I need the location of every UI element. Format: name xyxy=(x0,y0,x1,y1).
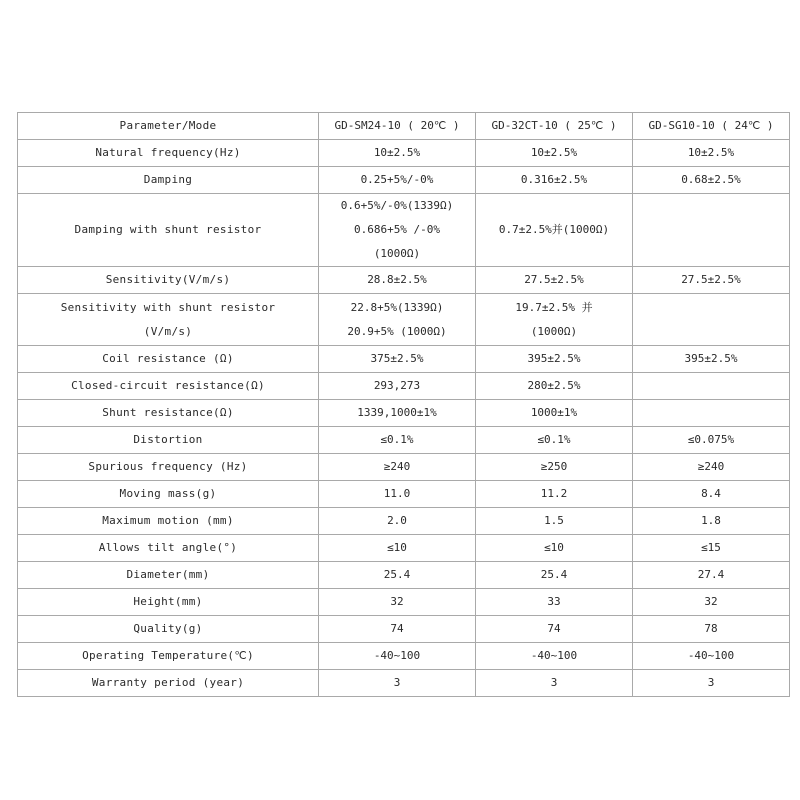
value-cell-model-3: 3 xyxy=(633,670,790,697)
parameter-label: Coil resistance (Ω) xyxy=(18,346,319,373)
value-cell-model-3: 0.68±2.5% xyxy=(633,167,790,194)
spec-table xyxy=(17,112,790,697)
value-cell-model-2: 10±2.5% xyxy=(476,140,633,167)
parameter-label: Shunt resistance(Ω) xyxy=(18,400,319,427)
value-cell-model-2: 1000±1% xyxy=(476,400,633,427)
parameter-label: Height(mm) xyxy=(18,589,319,616)
table-row xyxy=(18,589,790,616)
table-row xyxy=(18,481,790,508)
value-line: 22.8+5%(1339Ω) xyxy=(350,300,444,314)
value-cell-model-3: 395±2.5% xyxy=(633,346,790,373)
value-cell-model-3: ≤15 xyxy=(633,535,790,562)
parameter-label: Damping with shunt resistor xyxy=(18,194,319,267)
table-row xyxy=(18,670,790,697)
value-cell-model-2: 74 xyxy=(476,616,633,643)
value-cell-model-1: 1339,1000±1% xyxy=(319,400,476,427)
value-cell-model-3: 8.4 xyxy=(633,481,790,508)
header-gd-sm24-10: GD-SM24-10 ( 20℃ ) xyxy=(319,113,476,140)
value-cell-model-1: ≤10 xyxy=(319,535,476,562)
value-cell-model-2: 33 xyxy=(476,589,633,616)
value-cell-model-3: 78 xyxy=(633,616,790,643)
parameter-label: Distortion xyxy=(18,427,319,454)
table-row xyxy=(18,194,790,267)
value-cell-model-3: 10±2.5% xyxy=(633,140,790,167)
value-cell-model-1: 2.0 xyxy=(319,508,476,535)
value-cell-model-3 xyxy=(633,373,790,400)
value-line: 19.7±2.5% 并 xyxy=(515,300,593,314)
parameter-label-line: (V/m/s) xyxy=(143,324,193,338)
parameter-label: Closed-circuit resistance(Ω) xyxy=(18,373,319,400)
table-row xyxy=(18,267,790,294)
value-cell-model-1: 0.25+5%/-0% xyxy=(319,167,476,194)
value-cell-model-2: 0.316±2.5% xyxy=(476,167,633,194)
value-cell-model-1: -40~100 xyxy=(319,643,476,670)
header-gd-sg10-10: GD-SG10-10 ( 24℃ ) xyxy=(633,113,790,140)
value-line: (1000Ω) xyxy=(530,324,578,338)
value-cell-model-1: 28.8±2.5% xyxy=(319,267,476,294)
value-cell-model-3: -40~100 xyxy=(633,643,790,670)
value-cell-model-2: -40~100 xyxy=(476,643,633,670)
value-cell-model-2: 3 xyxy=(476,670,633,697)
value-cell-model-1: 293,273 xyxy=(319,373,476,400)
parameter-label: Spurious frequency (Hz) xyxy=(18,454,319,481)
value-cell-model-2: 11.2 xyxy=(476,481,633,508)
value-cell-model-2: 1.5 xyxy=(476,508,633,535)
parameter-label: Sensitivity(V/m/s) xyxy=(18,267,319,294)
parameter-label: Moving mass(g) xyxy=(18,481,319,508)
value-cell-model-1: 10±2.5% xyxy=(319,140,476,167)
value-cell-model-2: ≥250 xyxy=(476,454,633,481)
table-row xyxy=(18,373,790,400)
table-row xyxy=(18,294,790,346)
header-gd-32ct-10: GD-32CT-10 ( 25℃ ) xyxy=(476,113,633,140)
value-cell-model-1: 32 xyxy=(319,589,476,616)
parameter-label: Warranty period (year) xyxy=(18,670,319,697)
value-cell-model-2: ≤10 xyxy=(476,535,633,562)
value-cell-model-3: 27.5±2.5% xyxy=(633,267,790,294)
table-row xyxy=(18,562,790,589)
value-cell-model-1: 375±2.5% xyxy=(319,346,476,373)
value-cell-model-3 xyxy=(633,400,790,427)
table-row xyxy=(18,454,790,481)
value-cell-model-3: 32 xyxy=(633,589,790,616)
value-cell-model-1: 74 xyxy=(319,616,476,643)
header-row xyxy=(18,113,790,140)
value-cell-model-1: 25.4 xyxy=(319,562,476,589)
value-cell-model-1: 11.0 xyxy=(319,481,476,508)
table-row xyxy=(18,616,790,643)
parameter-label xyxy=(18,294,319,346)
table-row xyxy=(18,400,790,427)
value-line: 20.9+5% (1000Ω) xyxy=(347,324,447,338)
spec-sheet xyxy=(17,112,789,697)
parameter-label: Allows tilt angle(°) xyxy=(18,535,319,562)
value-line: 0.686+5% /-0% xyxy=(353,223,441,236)
header-parameter: Parameter/Mode xyxy=(18,113,319,140)
value-cell-model-3: 1.8 xyxy=(633,508,790,535)
value-cell-model-1: 3 xyxy=(319,670,476,697)
table-row xyxy=(18,535,790,562)
value-cell-model-3: ≤0.075% xyxy=(633,427,790,454)
table-row xyxy=(18,140,790,167)
table-row xyxy=(18,643,790,670)
value-cell-model-2: 395±2.5% xyxy=(476,346,633,373)
value-cell-model-2: 280±2.5% xyxy=(476,373,633,400)
value-cell-model-3: ≥240 xyxy=(633,454,790,481)
parameter-label-line: Sensitivity with shunt resistor xyxy=(60,300,276,314)
table-row xyxy=(18,346,790,373)
value-cell-model-1 xyxy=(319,194,476,267)
value-cell-model-2: 0.7±2.5%并(1000Ω) xyxy=(476,194,633,267)
parameter-label: Natural frequency(Hz) xyxy=(18,140,319,167)
value-line: (1000Ω) xyxy=(373,247,421,260)
value-cell-model-2 xyxy=(476,294,633,346)
parameter-label: Damping xyxy=(18,167,319,194)
value-cell-model-3: 27.4 xyxy=(633,562,790,589)
value-cell-model-1 xyxy=(319,294,476,346)
table-row xyxy=(18,167,790,194)
value-cell-model-2: 27.5±2.5% xyxy=(476,267,633,294)
value-cell-model-2: 25.4 xyxy=(476,562,633,589)
value-cell-model-3 xyxy=(633,294,790,346)
parameter-label: Diameter(mm) xyxy=(18,562,319,589)
value-line: 0.6+5%/-0%(1339Ω) xyxy=(340,199,454,212)
table-row xyxy=(18,427,790,454)
value-cell-model-3 xyxy=(633,194,790,267)
parameter-label: Operating Temperature(℃) xyxy=(18,643,319,670)
value-cell-model-2: ≤0.1% xyxy=(476,427,633,454)
value-cell-model-1: ≥240 xyxy=(319,454,476,481)
parameter-label: Maximum motion (mm) xyxy=(18,508,319,535)
parameter-label: Quality(g) xyxy=(18,616,319,643)
value-cell-model-1: ≤0.1% xyxy=(319,427,476,454)
table-row xyxy=(18,508,790,535)
